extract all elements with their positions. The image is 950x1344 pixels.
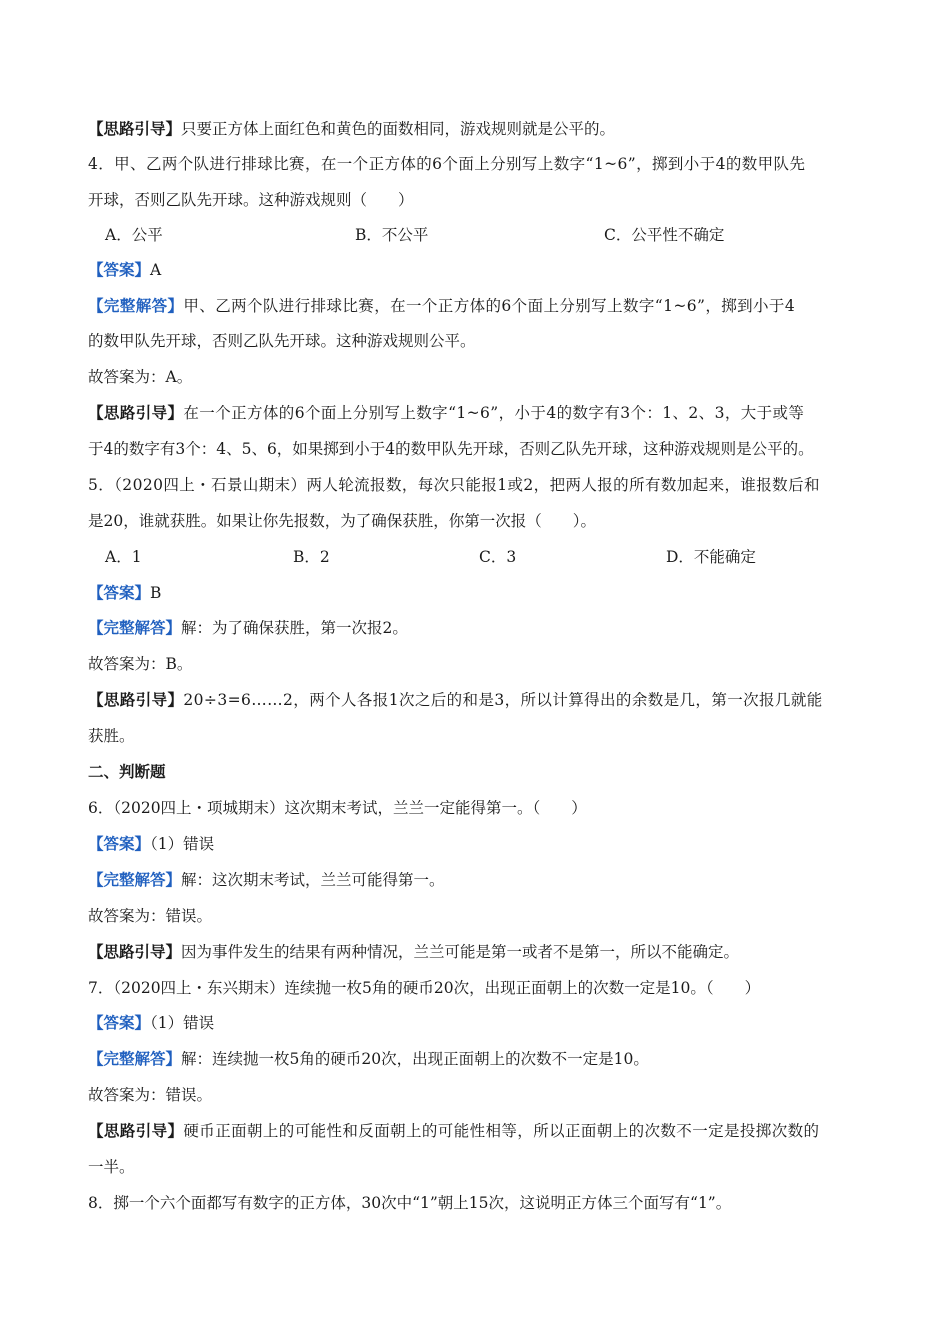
- answer-label: 【答案】: [88, 1014, 151, 1032]
- question-5-answer: [88, 582, 161, 604]
- hint-text: 硬币正面朝上的可能性和反面朝上的可能性相等，所以正面朝上的次数不一定是投掷次数的: [183, 1122, 820, 1140]
- question-4-solution-line-2: 的数甲队先开球，否则乙队先开球。这种游戏规则公平。: [88, 332, 476, 350]
- section-2-title: 二、判断题: [88, 763, 166, 781]
- question-4-solution-line-1: [88, 295, 795, 317]
- question-5-conclusion: 故答案为：B。: [88, 655, 193, 673]
- question-4-stem-line-1: 4．甲、乙两个队进行排球比赛，在一个正方体的6个面上分别写上数字“1~6”，掷到小于4的数甲队先: [88, 155, 806, 173]
- hint-label: 【思路引导】: [88, 1122, 184, 1140]
- answer-value: A: [150, 261, 162, 279]
- answer-label: 【答案】: [88, 584, 151, 602]
- full-solution-label: 【完整解答】: [88, 619, 182, 637]
- question-7-answer: [88, 1012, 214, 1034]
- solution-text: 解：这次期末考试，兰兰可能得第一。: [181, 871, 445, 889]
- solution-text: 甲、乙两个队进行排球比赛，在一个正方体的6个面上分别写上数字“1~6”，掷到小于4: [183, 297, 796, 315]
- question-6-stem: 6．（2020四上・项城期末）这次期末考试，兰兰一定能得第一。（ ）: [88, 799, 587, 817]
- question-7-hint-line-1: [88, 1120, 819, 1142]
- question-5-option-b: B．2: [293, 548, 330, 566]
- question-4-option-a: A．公平: [105, 226, 163, 244]
- answer-label: 【答案】: [88, 835, 151, 853]
- question-4-conclusion: 故答案为：A。: [88, 368, 193, 386]
- answer-value: （1）错误: [150, 1014, 215, 1032]
- question-5-hint-line-2: 获胜。: [88, 727, 135, 745]
- question-7-stem: 7．（2020四上・东兴期末）连续抛一枚5角的硬币20次，出现正面朝上的次数一定是10。（ ）: [88, 979, 761, 997]
- question-5-stem-line-2: 是20，谁就获胜。如果让你先报数，为了确保获胜，你第一次报（ ）。: [88, 512, 596, 530]
- answer-value: B: [150, 584, 162, 602]
- hint-text: 20÷3=6……2，两个人各报1次之后的和是3，所以计算得出的余数是几，第一次报几就能: [183, 691, 823, 709]
- question-6-answer: [88, 833, 214, 855]
- hint-label: 【思路引导】: [88, 120, 182, 138]
- question-5-hint-line-1: [88, 689, 823, 711]
- question-5-option-d: D．不能确定: [666, 548, 756, 566]
- question-4-option-b: B．不公平: [355, 226, 429, 244]
- question-4-answer: [88, 259, 161, 281]
- question-5-solution: [88, 617, 408, 639]
- question-5-option-c: C．3: [479, 548, 517, 566]
- question-4-option-c: C．公平性不确定: [604, 226, 725, 244]
- hint-label: 【思路引导】: [88, 943, 182, 961]
- question-8-stem: 8．掷一个六个面都写有数字的正方体，30次中“1”朝上15次，这说明正方体三个面写有“1”。: [88, 1194, 732, 1212]
- question-6-conclusion: 故答案为：错误。: [88, 907, 213, 925]
- solution-text: 解：为了确保获胜，第一次报2。: [181, 619, 408, 637]
- answer-label: 【答案】: [88, 261, 151, 279]
- question-7-conclusion: 故答案为：错误。: [88, 1086, 213, 1104]
- question-6-hint: [88, 941, 739, 963]
- full-solution-label: 【完整解答】: [88, 297, 184, 315]
- question-4-stem-line-2: 开球，否则乙队先开球。这种游戏规则（ ）: [88, 191, 414, 209]
- full-solution-label: 【完整解答】: [88, 871, 182, 889]
- hint-text: 在一个正方体的6个面上分别写上数字“1~6”，小于4的数字有3个：1、2、3，大于或等: [183, 404, 805, 422]
- hint-line: [88, 118, 615, 140]
- hint-text: 因为事件发生的结果有两种情况，兰兰可能是第一或者不是第一，所以不能确定。: [181, 943, 740, 961]
- question-4-hint-line-1: [88, 402, 804, 424]
- question-6-solution: [88, 869, 445, 891]
- hint-label: 【思路引导】: [88, 404, 184, 422]
- full-solution-label: 【完整解答】: [88, 1050, 182, 1068]
- hint-label: 【思路引导】: [88, 691, 184, 709]
- answer-value: （1）错误: [150, 835, 215, 853]
- solution-text: 解：连续抛一枚5角的硬币20次，出现正面朝上的次数不一定是10。: [181, 1050, 649, 1068]
- hint-text: 只要正方体上面红色和黄色的面数相同，游戏规则就是公平的。: [181, 120, 616, 138]
- question-4-hint-line-2: 于4的数字有3个：4、5、6，如果掷到小于4的数甲队先开球，否则乙队先开球，这种游戏规则是公平的。: [88, 440, 814, 458]
- question-7-solution: [88, 1048, 649, 1070]
- question-5-stem-line-1: 5．（2020四上・石景山期末）两人轮流报数，每次只能报1或2，把两人报的所有数加起来，谁报数后和: [88, 476, 820, 494]
- question-7-hint-line-2: 一半。: [88, 1158, 135, 1176]
- question-5-option-a: A．1: [105, 548, 142, 566]
